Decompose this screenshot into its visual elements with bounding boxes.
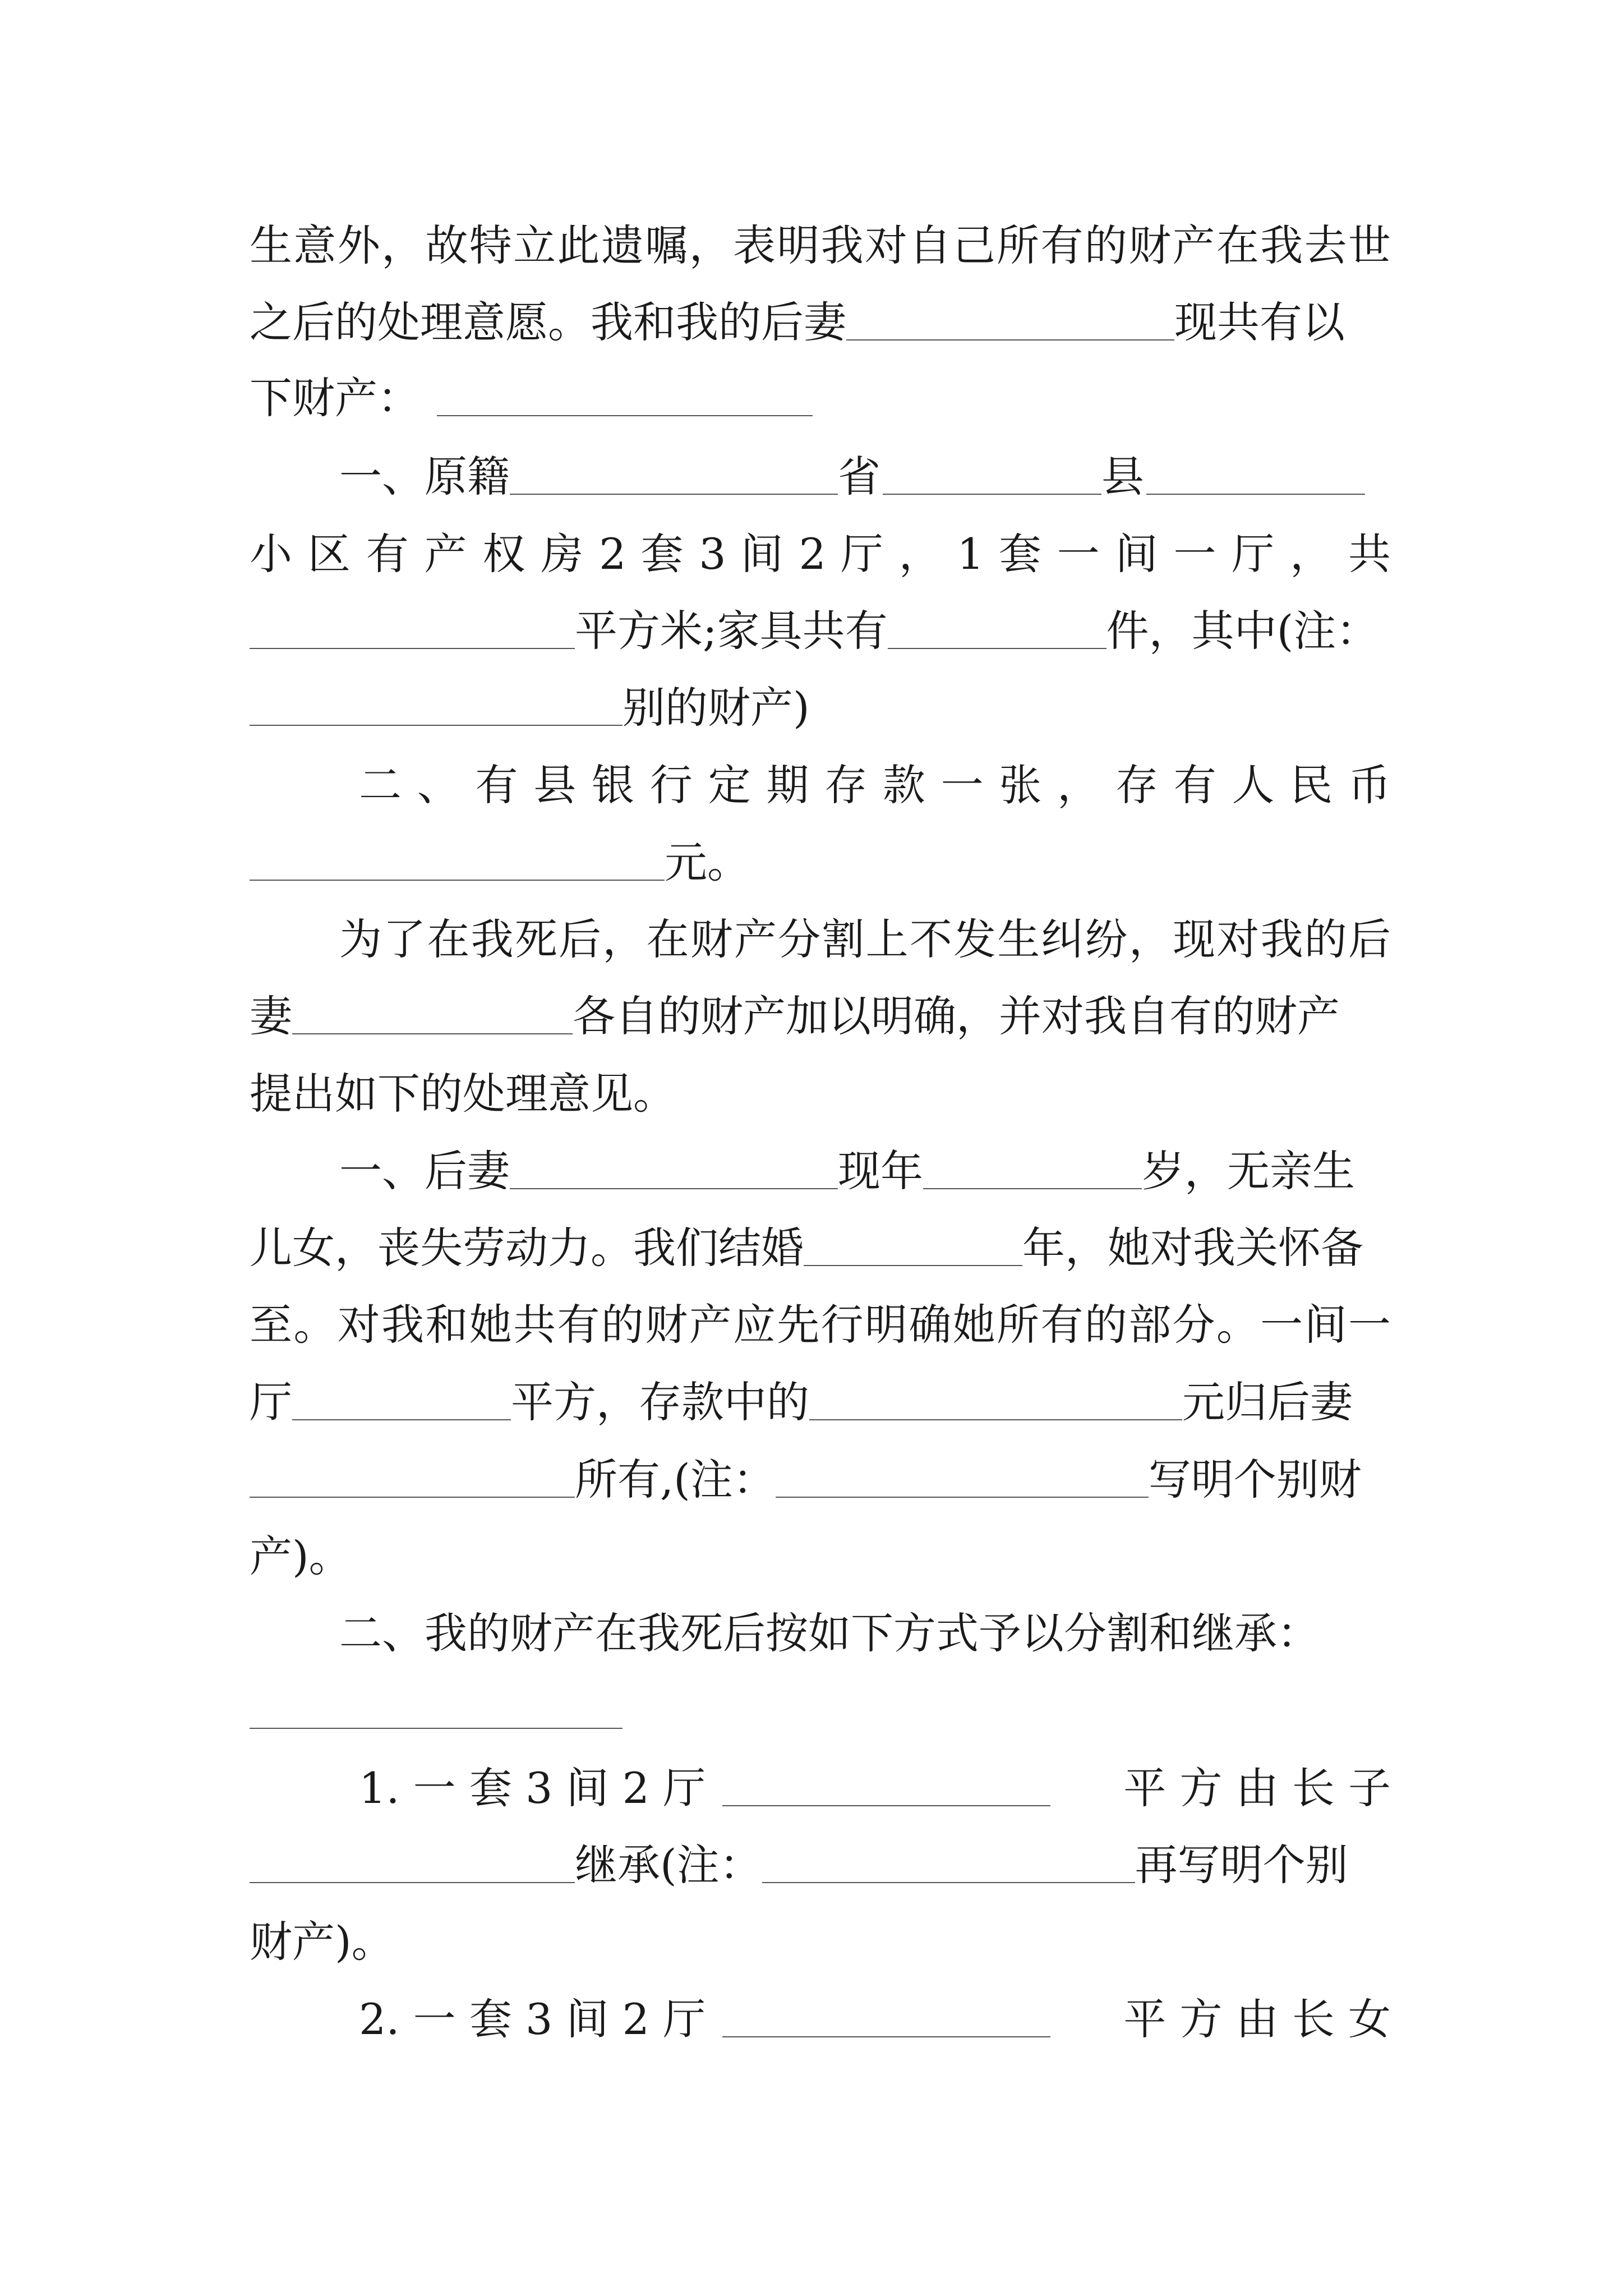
- fill-blank[interactable]: [804, 1226, 1022, 1266]
- fill-blank[interactable]: [722, 1997, 1050, 2037]
- text-run: 县: [1101, 452, 1144, 501]
- text-run: 生意外，故特立此遗嘱，表明我对自己所有的财产在我去世: [250, 220, 1391, 270]
- fill-blank[interactable]: [250, 1843, 575, 1883]
- text-line: [250, 1297, 1391, 1353]
- text-run: 件，其中(注：: [1106, 606, 1379, 656]
- fill-blank[interactable]: [722, 1766, 1050, 1806]
- text-line: [250, 835, 1391, 891]
- fill-blank[interactable]: [510, 454, 838, 495]
- fill-blank[interactable]: [510, 1149, 838, 1189]
- text-run: 小 区 有 产 权 房 2 套 3 间 2 厅 ， 1 套 一 间 一 厅 ， 共: [250, 529, 1391, 579]
- text-run: 至。对我和她共有的财产应先行明确她所有的部分。一间一: [250, 1300, 1391, 1350]
- fill-blank[interactable]: [776, 1457, 1149, 1498]
- text-line: [339, 912, 1391, 968]
- text-line: [250, 603, 1391, 659]
- fill-blank[interactable]: [888, 609, 1106, 649]
- text-run: 平方米;家具共有: [575, 606, 888, 656]
- fill-blank[interactable]: [762, 1843, 1135, 1883]
- fill-blank[interactable]: [250, 840, 665, 881]
- text-run: 平 方 由 长 子: [1123, 1763, 1391, 1813]
- text-run: 元。: [665, 838, 750, 887]
- text-run: 年，她对我关怀备: [1022, 1223, 1363, 1273]
- text-run: 一、后妻: [339, 1146, 510, 1196]
- text-run: 1. 一 套 3 间 2 厅: [359, 1763, 706, 1813]
- text-line: [250, 526, 1391, 582]
- text-run: 二 、 有 县 银 行 定 期 存 款 一 张 ， 存 有 人 民 币: [359, 760, 1391, 810]
- text-run: 岁，无亲生: [1142, 1146, 1355, 1196]
- text-run: 财产)。: [250, 1917, 394, 1967]
- fill-blank[interactable]: [250, 1457, 575, 1498]
- text-line: [250, 1529, 1391, 1585]
- fill-blank[interactable]: [437, 376, 813, 416]
- text-run: 现共有以: [1174, 297, 1345, 347]
- text-line: [250, 1914, 1391, 1970]
- text-line: [250, 1374, 1391, 1430]
- fill-blank[interactable]: [292, 1380, 511, 1420]
- fill-blank[interactable]: [250, 1688, 623, 1729]
- text-line: [250, 1683, 1391, 1739]
- text-line: [359, 757, 1391, 813]
- text-line: [250, 1452, 1391, 1508]
- fill-blank[interactable]: [846, 300, 1174, 341]
- text-run: 元归后妻: [1182, 1377, 1353, 1427]
- text-run: 一、原籍: [339, 452, 510, 501]
- fill-blank[interactable]: [923, 1149, 1142, 1189]
- text-run: 平 方 由 长 女: [1123, 1994, 1391, 2044]
- text-line: [339, 449, 1391, 505]
- text-line: [250, 370, 1391, 426]
- text-line: [339, 1605, 1391, 1662]
- text-run: 二、我的财产在我死后按如下方式予以分割和继承：: [339, 1608, 1320, 1658]
- text-run: 产)。: [250, 1531, 352, 1581]
- text-run: 2. 一 套 3 间 2 厅: [359, 1994, 706, 2044]
- text-run: 别的财产): [623, 683, 810, 733]
- text-run: 所有,(注：: [575, 1455, 776, 1504]
- text-run: 写明个别财: [1148, 1455, 1362, 1504]
- text-run: 提出如下的处理意见。: [250, 1069, 676, 1119]
- fill-blank[interactable]: [250, 685, 623, 726]
- text-run: 为了在我死后，在财产分割上不发生纠纷，现对我的后: [339, 914, 1391, 964]
- text-run: 再写明个别: [1135, 1840, 1348, 1890]
- text-run: 继承(注：: [575, 1840, 762, 1890]
- text-run: 儿女，丧失劳动力。我们结婚: [250, 1223, 804, 1273]
- fill-blank[interactable]: [250, 609, 575, 649]
- text-run: 厅: [250, 1377, 292, 1427]
- text-run: 之后的处理意愿。我和我的后妻: [250, 297, 846, 347]
- text-line: [250, 1837, 1391, 1893]
- text-line: [250, 1220, 1391, 1276]
- text-line: [359, 1760, 1391, 1816]
- text-line: [339, 1143, 1391, 1199]
- text-line: [250, 988, 1391, 1045]
- text-run: 各自的财产加以明确，并对我自有的财产: [573, 991, 1340, 1041]
- fill-blank[interactable]: [809, 1380, 1182, 1420]
- text-line: [250, 1066, 1391, 1122]
- text-run: 省: [838, 452, 880, 501]
- text-line: [250, 295, 1391, 351]
- text-line: [250, 218, 1391, 274]
- fill-blank[interactable]: [292, 994, 573, 1034]
- text-run: 妻: [250, 991, 292, 1041]
- fill-blank[interactable]: [883, 454, 1101, 495]
- text-run: 现年: [838, 1146, 923, 1196]
- fill-blank[interactable]: [1146, 454, 1365, 495]
- text-run: 平方，存款中的: [511, 1377, 809, 1427]
- text-line: [250, 680, 1391, 736]
- text-run: 下财产：: [250, 373, 420, 423]
- text-line: [359, 1991, 1391, 2047]
